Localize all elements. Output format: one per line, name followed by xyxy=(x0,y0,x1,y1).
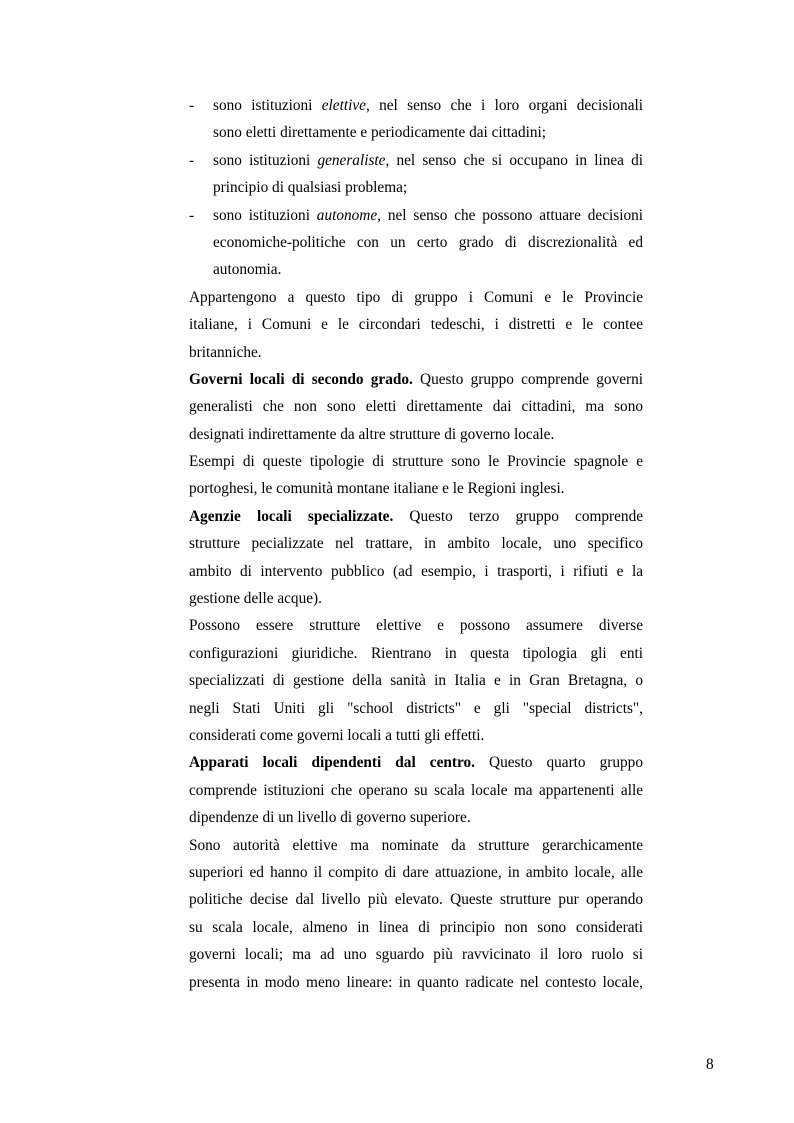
paragraph-line xyxy=(189,366,643,393)
paragraph-line: presenta in modo meno lineare: in quanto radicate nel contesto locale, xyxy=(189,973,643,991)
body-text xyxy=(189,92,643,996)
paragraph-line xyxy=(189,503,643,530)
paragraph-line: comprende istituzioni che operano su scala locale ma appartenenti alle xyxy=(189,781,643,799)
bullet-text: , nel senso che possono attuare decisioni xyxy=(377,206,643,224)
italic-term: autonome xyxy=(316,206,378,224)
paragraph-line: generalisti che non sono eletti direttamente dai cittadini, ma sono xyxy=(189,398,643,416)
bullet-item-autonome xyxy=(189,202,643,229)
bullet-text: sono istituzioni xyxy=(213,97,322,114)
bullet-item-generaliste xyxy=(189,147,643,174)
paragraph-line: dipendenze di un livello di governo superiore. xyxy=(189,809,471,827)
paragraph-line: portoghesi, le comunità montane italiane e le Regioni inglesi. xyxy=(189,480,565,498)
bullet-marker: - xyxy=(189,97,195,114)
section-heading: Apparati locali dipendenti dal centro. xyxy=(189,754,475,772)
italic-term: elettive xyxy=(321,97,366,114)
section-heading: Agenzie locali specializzate. xyxy=(189,507,394,525)
paragraph-line: Sono autorità elettive ma nominate da strutture gerarchicamente xyxy=(189,836,643,854)
paragraph-line: gestione delle acque). xyxy=(189,590,322,608)
paragraph-line: su scala locale, almeno in linea di principio non sono considerati xyxy=(189,918,643,936)
paragraph-line: Possono essere strutture elettive e possono assumere diverse xyxy=(189,617,643,635)
paragraph-line: strutture pecializzate nel trattare, in ambito locale, uno specifico xyxy=(189,535,643,553)
bullet-continuation: autonomia. xyxy=(213,261,282,279)
paragraph-line xyxy=(189,749,643,776)
bullet-item-elettive xyxy=(189,92,643,119)
paragraph-line: politiche decise dal livello più elevato. Queste strutture pur operando xyxy=(189,891,643,909)
paragraph-line: considerati come governi locali a tutti gli effetti. xyxy=(189,726,485,744)
paragraph-line: specializzati di gestione della sanità in Italia e in Gran Bretagna, o xyxy=(189,672,643,690)
bullet-text: , nel senso che i loro organi decisionali xyxy=(365,97,643,114)
page-number: 8 xyxy=(706,1056,714,1073)
paragraph-line: italiane, i Comuni e le circondari tedeschi, i distretti e le contee xyxy=(189,316,643,334)
paragraph-line: Esempi di queste tipologie di strutture sono le Provincie spagnole e xyxy=(189,453,643,471)
paragraph-line: configurazioni giuridiche. Rientrano in questa tipologia gli enti xyxy=(189,644,643,662)
italic-term: generaliste xyxy=(317,151,386,169)
bullet-continuation: principio di qualsiasi problema; xyxy=(213,179,408,197)
paragraph-line: governi locali; ma ad uno sguardo più ravvicinato il loro ruolo si xyxy=(189,946,643,964)
paragraph-line: Appartengono a questo tipo di gruppo i Comuni e le Provincie xyxy=(189,288,643,306)
paragraph-line: superiori ed hanno il compito di dare attuazione, in ambito locale, alle xyxy=(189,863,643,881)
paragraph-line: designati indirettamente da altre strutture di governo locale. xyxy=(189,425,555,443)
bullet-text: , nel senso che si occupano in linea di xyxy=(385,151,644,169)
paragraph-line: negli Stati Uniti gli "school districts" e gli "special districts", xyxy=(189,699,643,717)
paragraph-text: Questo gruppo comprende governi xyxy=(412,370,643,388)
bullet-continuation: sono eletti direttamente e periodicamente dai cittadini; xyxy=(213,124,547,142)
bullet-marker: - xyxy=(189,206,195,224)
paragraph-line: britanniche. xyxy=(189,343,262,361)
bullet-marker: - xyxy=(189,151,195,169)
bullet-text: sono istituzioni xyxy=(213,206,317,224)
paragraph-text: Questo quarto gruppo xyxy=(474,754,643,772)
section-heading: Governi locali di secondo grado. xyxy=(189,370,413,388)
paragraph-text: Questo terzo gruppo comprende xyxy=(393,507,644,525)
bullet-continuation: economiche-politiche con un certo grado di discrezionalità ed xyxy=(213,233,643,251)
bullet-text: sono istituzioni xyxy=(213,151,318,169)
paragraph-line: ambito di intervento pubblico (ad esempio, i trasporti, i rifiuti e la xyxy=(189,562,643,580)
